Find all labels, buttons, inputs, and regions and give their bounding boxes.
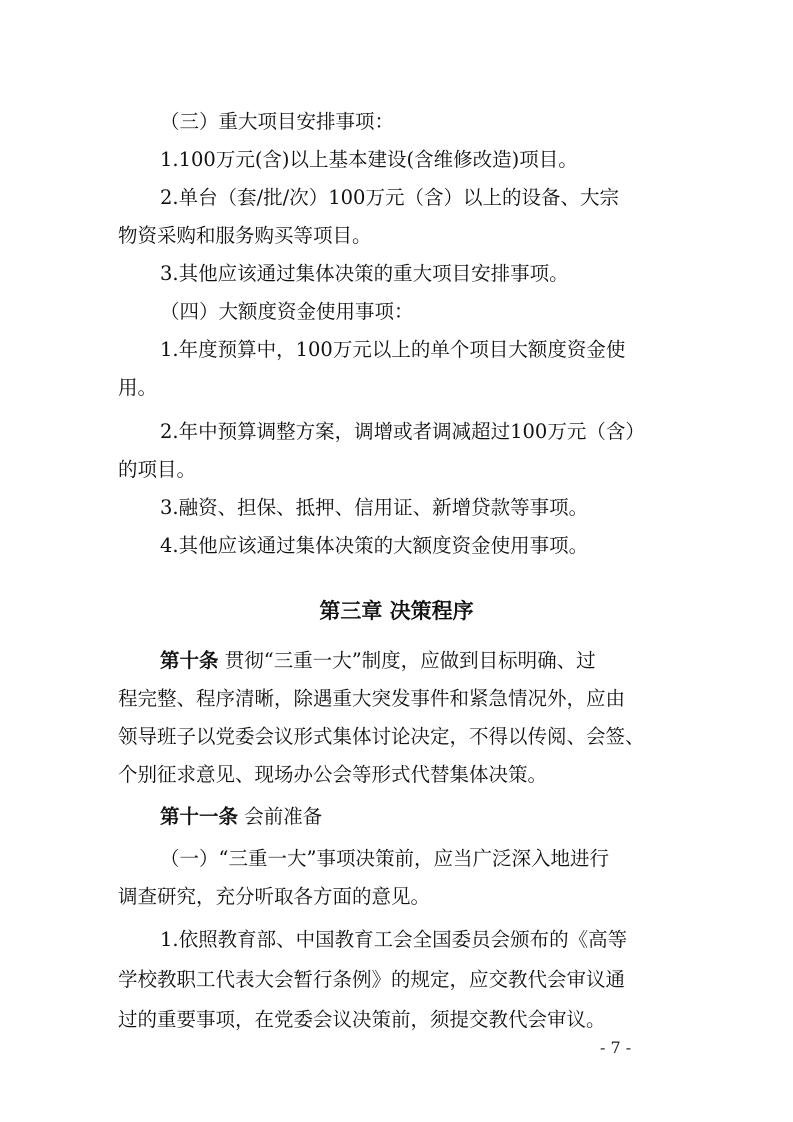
page-number: - 7 - <box>600 1038 632 1057</box>
paragraph-line: 2.年中预算调整方案，调增或者调减超过100万元（含） <box>160 420 645 443</box>
paragraph-line: 个别征求意见、现场办公会等形式代替集体决策。 <box>118 763 548 786</box>
article-11-label: 第十一条 <box>160 805 239 828</box>
section-heading-4: （四）大额度资金使用事项： <box>160 300 414 323</box>
paragraph-line: 4.其他应该通过集体决策的大额度资金使用事项。 <box>160 534 589 557</box>
article-10-text: 贯彻“三重一大”制度，应做到目标明确、过 <box>224 649 596 672</box>
paragraph-line: 1.年度预算中，100万元以上的单个项目大额度资金使 <box>160 338 626 361</box>
paragraph-line: 2.单台（套/批/次）100万元（含）以上的设备、大宗 <box>160 186 619 209</box>
paragraph-line: 1.100万元(含)以上基本建设(含维修改造)项目。 <box>160 148 578 171</box>
article-11-text: 会前准备 <box>244 805 323 828</box>
paragraph-line: 1.依照教育部、中国教育工会全国委员会颁布的《高等 <box>160 928 628 951</box>
paragraph-line: （一）“三重一大”事项决策前，应当广泛深入地进行 <box>160 847 609 870</box>
paragraph-line: 程完整、程序清晰，除遇重大突发事件和紧急情况外，应由 <box>118 687 626 710</box>
paragraph-line: 领导班子以党委会议形式集体讨论决定，不得以传阅、会签、 <box>118 725 645 748</box>
section-heading-3: （三）重大项目安排事项： <box>160 110 395 133</box>
paragraph-line: 过的重要事项，在党委会议决策前，须提交教代会审议。 <box>118 1008 606 1031</box>
paragraph-line: 3.融资、担保、抵押、信用证、新增贷款等事项。 <box>160 496 589 519</box>
article-11-line <box>160 798 678 836</box>
paragraph-line: 学校教职工代表大会暂行条例》的规定，应交教代会审议通 <box>118 968 626 991</box>
paragraph-line: 用。 <box>118 376 158 399</box>
article-10-label: 第十条 <box>160 649 219 672</box>
paragraph-line: 物资采购和服务购买等项目。 <box>118 224 372 247</box>
chapter-title: 第三章 决策程序 <box>319 599 474 623</box>
paragraph-line: 的项目。 <box>118 458 197 481</box>
article-10-line-1 <box>160 642 678 680</box>
paragraph-line: 3.其他应该通过集体决策的重大项目安排事项。 <box>160 262 569 285</box>
paragraph-line: 调查研究，充分听取各方面的意见。 <box>118 885 431 908</box>
